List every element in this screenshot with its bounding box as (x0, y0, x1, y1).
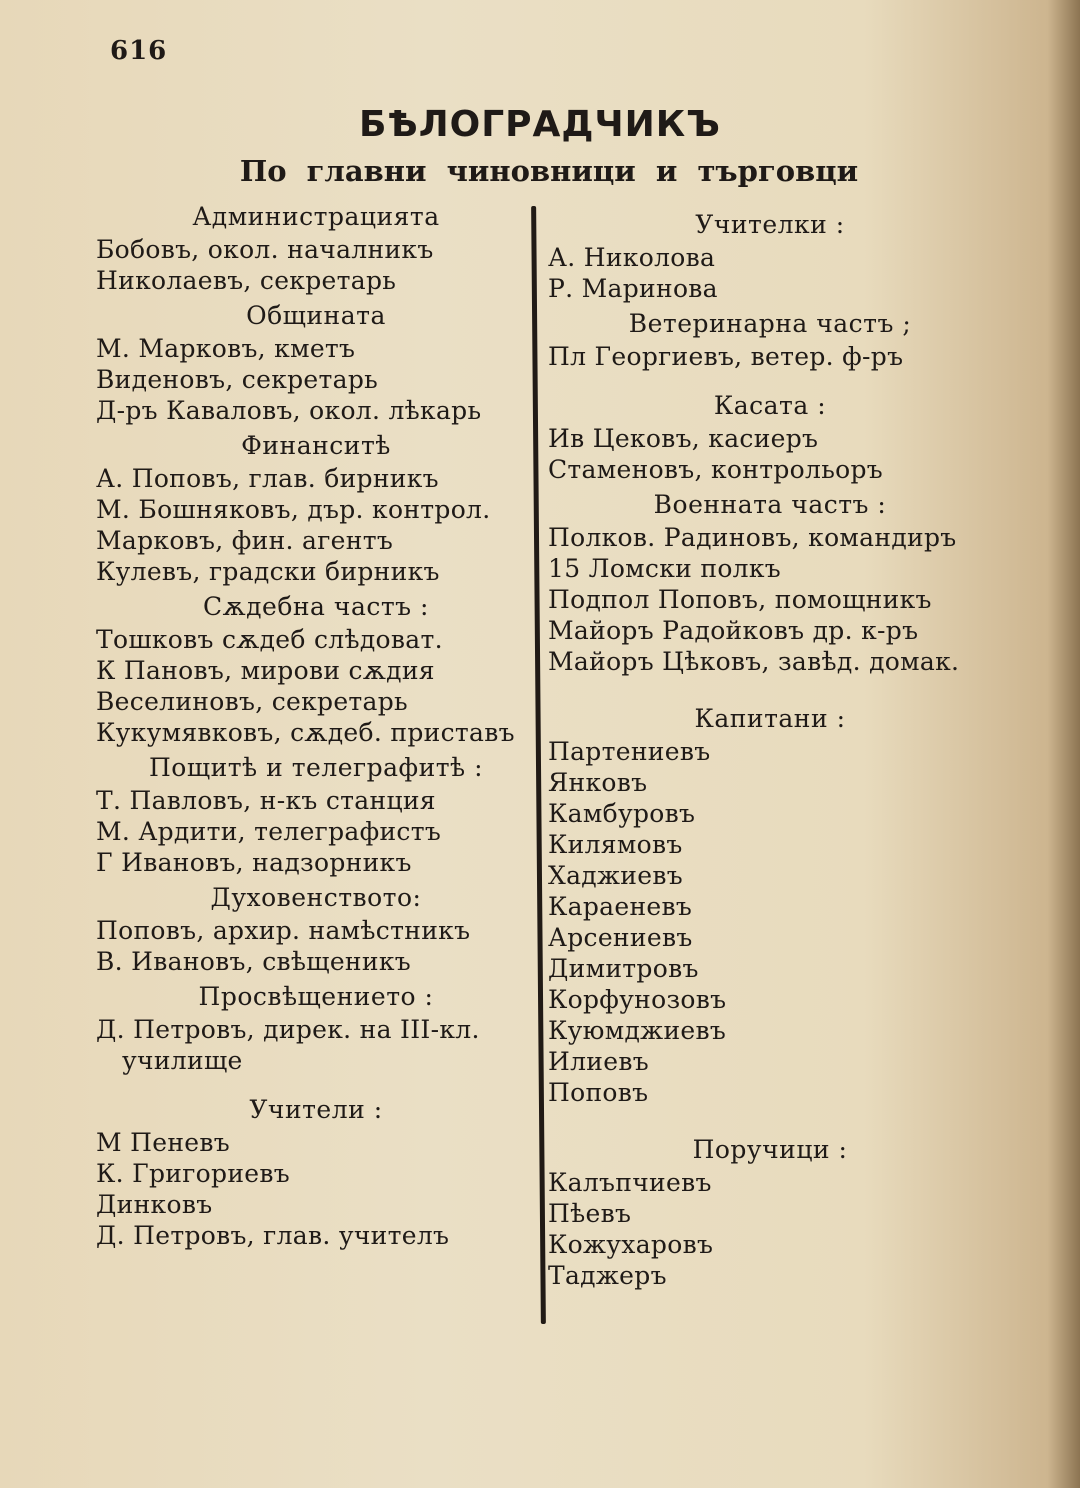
section-heading: Учители : (249, 1095, 383, 1124)
list-item: Ив Цековъ, касиеръ (548, 424, 819, 453)
list-item: Пл Георгиевъ, ветер. ф-ръ (548, 342, 904, 371)
list-item: Камбуровъ (548, 799, 696, 828)
list-item: Г Ивановъ, надзорникъ (96, 848, 412, 877)
list-item: Майоръ Радойковъ др. к-ръ (548, 616, 919, 645)
list-item: Янковъ (548, 768, 648, 797)
list-item-continuation: училище (122, 1046, 243, 1075)
section-heading: Поручици : (692, 1135, 848, 1164)
section-heading: Касата : (713, 391, 827, 420)
list-item: Майоръ Цѣковъ, завѣд. домак. (548, 647, 960, 676)
page-title: БѢЛОГРАДЧИКЪ (359, 104, 721, 145)
list-item: Стаменовъ, контрольоръ (548, 455, 883, 484)
right-column (540, 205, 990, 1291)
list-item-continuation: 15 Ломски полкъ (548, 554, 781, 583)
list-item: Корфунозовъ (548, 985, 727, 1014)
list-item: Р. Маринова (548, 274, 718, 303)
section-heading: Военната частъ : (653, 490, 887, 519)
list-item: Бобовъ, окол. началникъ (96, 235, 434, 264)
section-heading: Администрацията (192, 202, 440, 231)
list-item: Марковъ, фин. агентъ (96, 526, 394, 555)
section-heading: Пощитѣ и телеграфитѣ : (148, 753, 484, 782)
list-item: Поповъ, архир. намѣстникъ (96, 916, 471, 945)
list-item: В. Ивановъ, свѣщеникъ (96, 947, 411, 976)
section-heading: Сѫдебна частъ : (203, 592, 429, 621)
spacer (96, 1076, 526, 1090)
list-item: А. Поповъ, глав. бирникъ (96, 464, 439, 493)
list-item: Т. Павловъ, н-къ станция (96, 786, 436, 815)
section-heading: Учителки : (695, 210, 845, 239)
list-item: Подпол Поповъ, помощникъ (548, 585, 932, 614)
list-item: Куюмджиевъ (548, 1016, 727, 1045)
list-item: Д-ръ Каваловъ, окол. лѣкарь (96, 396, 482, 425)
list-item: Хаджиевъ (548, 861, 683, 890)
list-item: Полков. Радиновъ, командиръ (548, 523, 957, 552)
list-item: Димитровъ (548, 954, 699, 983)
section-heading: Финанситѣ (241, 431, 391, 460)
page-subtitle: По главни чиновници и търговци (239, 154, 859, 188)
section-heading: Ветеринарна частъ ; (628, 309, 912, 338)
spacer (540, 372, 990, 386)
list-item: Кулевъ, градски бирникъ (96, 557, 440, 586)
section-heading: Общината (246, 301, 386, 330)
list-item: Партениевъ (548, 737, 711, 766)
list-item: М. Марковъ, кметъ (96, 334, 356, 363)
list-item: Веселиновъ, секретарь (96, 687, 408, 716)
list-item: М. Ардити, телеграфистъ (96, 817, 442, 846)
section-heading: Капитани : (694, 704, 846, 733)
list-item: Поповъ (548, 1078, 649, 1107)
list-item: М Пеневъ (96, 1128, 230, 1157)
list-item: Пѣевъ (548, 1199, 632, 1228)
list-item: Д. Петровъ, глав. учителъ (96, 1221, 450, 1250)
list-item: К Пановъ, мирови сѫдия (96, 656, 435, 685)
list-item: М. Бошняковъ, дър. контрол. (96, 495, 491, 524)
list-item: Кукумявковъ, сѫдеб. приставъ (96, 718, 515, 747)
list-item: Килямовъ (548, 830, 683, 859)
list-item: Илиевъ (548, 1047, 649, 1076)
spacer (540, 1108, 990, 1130)
list-item: Арсениевъ (548, 923, 693, 952)
list-item: Калъпчиевъ (548, 1168, 712, 1197)
list-item: Караеневъ (548, 892, 693, 921)
left-column (96, 197, 526, 1251)
list-item: Николаевъ, секретарь (96, 266, 397, 295)
list-item: Таджеръ (548, 1261, 667, 1290)
page-number: 616 (110, 36, 168, 66)
list-item: Тошковъ сѫдеб слѣдоват. (96, 625, 443, 654)
list-item: К. Григориевъ (96, 1159, 290, 1188)
spacer (540, 677, 990, 699)
list-item: А. Николова (548, 243, 716, 272)
list-item: Виденовъ, секретарь (96, 365, 379, 394)
section-heading: Просвѣщението : (198, 982, 434, 1011)
list-item: Динковъ (96, 1190, 213, 1219)
list-item: Д. Петровъ, дирек. на III-кл. (96, 1015, 480, 1044)
section-heading: Духовенството: (210, 883, 422, 912)
list-item: Кожухаровъ (548, 1230, 714, 1259)
